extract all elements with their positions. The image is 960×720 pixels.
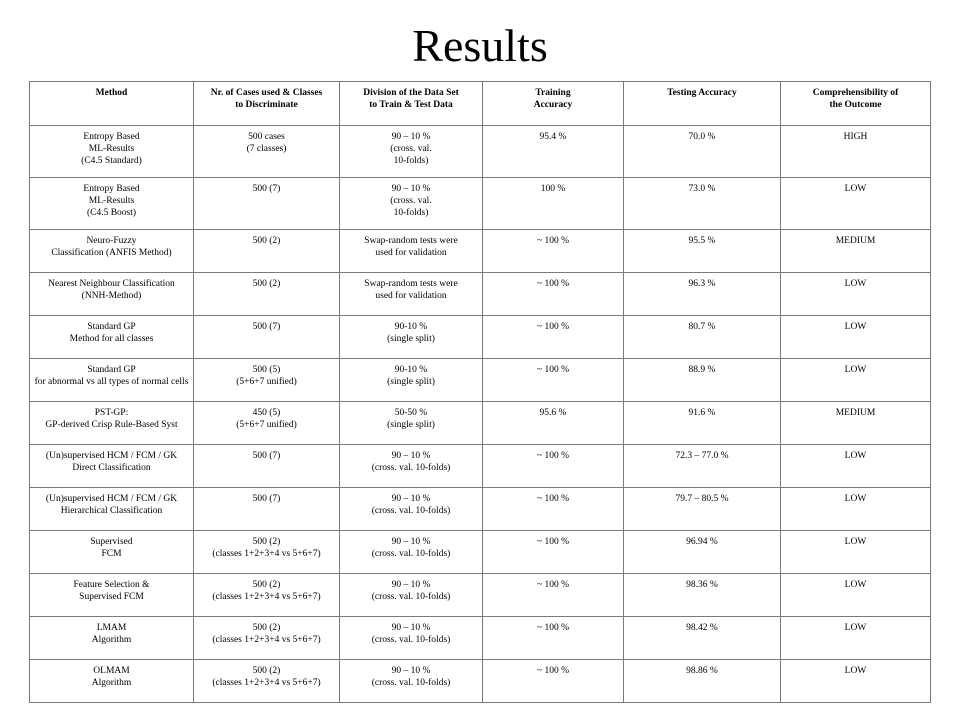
cell-cases: 500 (2) (194, 230, 340, 273)
cell-training: 95.6 % (483, 402, 624, 445)
table-row (30, 230, 931, 273)
cell-cases: 500 (7) (194, 316, 340, 359)
cell-method: (Un)supervised HCM / FCM / GK Direct Classification (30, 445, 194, 488)
cell-division: 90-10 % (single split) (340, 316, 483, 359)
cell-method: Standard GP Method for all classes (30, 316, 194, 359)
header-data-division: Division of the Data Set to Train & Test Data (340, 82, 483, 126)
cell-comprehensibility: LOW (781, 617, 931, 660)
cell-division: 50-50 % (single split) (340, 402, 483, 445)
table-row (30, 445, 931, 488)
cell-cases: 500 cases (7 classes) (194, 126, 340, 178)
cell-division: 90 – 10 % (cross. val. 10-folds) (340, 617, 483, 660)
header-method: Method (30, 82, 194, 126)
cell-method: LMAM Algorithm (30, 617, 194, 660)
header-training-accuracy: Training Accuracy (483, 82, 624, 126)
cell-comprehensibility: LOW (781, 488, 931, 531)
cell-training: ~ 100 % (483, 531, 624, 574)
cell-cases: 500 (2) (classes 1+2+3+4 vs 5+6+7) (194, 574, 340, 617)
cell-method: Standard GP for abnormal vs all types of normal cells (30, 359, 194, 402)
cell-division: 90 – 10 % (cross. val. 10-folds) (340, 660, 483, 703)
cell-method: (Un)supervised HCM / FCM / GK Hierarchical Classification (30, 488, 194, 531)
cell-method: Neuro-Fuzzy Classification (ANFIS Method) (30, 230, 194, 273)
cell-comprehensibility: LOW (781, 574, 931, 617)
cell-cases: 450 (5) (5+6+7 unified) (194, 402, 340, 445)
cell-training: ~ 100 % (483, 660, 624, 703)
cell-testing: 72.3 – 77.0 % (624, 445, 781, 488)
cell-testing: 95.5 % (624, 230, 781, 273)
cell-method: Feature Selection & Supervised FCM (30, 574, 194, 617)
cell-comprehensibility: LOW (781, 660, 931, 703)
table-row (30, 402, 931, 445)
table-row (30, 617, 931, 660)
cell-division: 90 – 10 % (cross. val. 10-folds) (340, 488, 483, 531)
cell-training: ~ 100 % (483, 230, 624, 273)
cell-training: 100 % (483, 178, 624, 230)
cell-division: Swap-random tests were used for validation (340, 230, 483, 273)
cell-method: PST-GP: GP-derived Crisp Rule-Based Syst (30, 402, 194, 445)
cell-comprehensibility: MEDIUM (781, 230, 931, 273)
table-row (30, 178, 931, 230)
cell-comprehensibility: MEDIUM (781, 402, 931, 445)
cell-method: Entropy Based ML-Results (C4.5 Boost) (30, 178, 194, 230)
table-header-row (30, 82, 931, 126)
table-row (30, 488, 931, 531)
cell-testing: 91.6 % (624, 402, 781, 445)
table-row (30, 316, 931, 359)
cell-testing: 98.86 % (624, 660, 781, 703)
cell-cases: 500 (2) (194, 273, 340, 316)
cell-division: 90 – 10 % (cross. val. 10-folds) (340, 178, 483, 230)
table-row (30, 273, 931, 316)
cell-testing: 98.42 % (624, 617, 781, 660)
cell-division: 90-10 % (single split) (340, 359, 483, 402)
cell-comprehensibility: LOW (781, 178, 931, 230)
header-comprehensibility: Comprehensibility of the Outcome (781, 82, 931, 126)
cell-division: Swap-random tests were used for validation (340, 273, 483, 316)
page-title: Results (412, 20, 548, 71)
table-row (30, 359, 931, 402)
cell-testing: 79.7 – 80.5 % (624, 488, 781, 531)
cell-training: ~ 100 % (483, 617, 624, 660)
cell-testing: 96.94 % (624, 531, 781, 574)
cell-comprehensibility: LOW (781, 531, 931, 574)
cell-comprehensibility: HIGH (781, 126, 931, 178)
cell-comprehensibility: LOW (781, 273, 931, 316)
table-row (30, 531, 931, 574)
cell-comprehensibility: LOW (781, 359, 931, 402)
cell-cases: 500 (2) (classes 1+2+3+4 vs 5+6+7) (194, 531, 340, 574)
table-row (30, 574, 931, 617)
cell-testing: 80.7 % (624, 316, 781, 359)
table-row (30, 126, 931, 178)
cell-testing: 88.9 % (624, 359, 781, 402)
cell-comprehensibility: LOW (781, 445, 931, 488)
cell-cases: 500 (2) (classes 1+2+3+4 vs 5+6+7) (194, 660, 340, 703)
table-row (30, 660, 931, 703)
cell-training: ~ 100 % (483, 445, 624, 488)
cell-division: 90 – 10 % (cross. val. 10-folds) (340, 445, 483, 488)
cell-testing: 96.3 % (624, 273, 781, 316)
cell-cases: 500 (7) (194, 445, 340, 488)
cell-method: Nearest Neighbour Classification (NNH-Method) (30, 273, 194, 316)
cell-testing: 98.36 % (624, 574, 781, 617)
cell-training: 95.4 % (483, 126, 624, 178)
cell-division: 90 – 10 % (cross. val. 10-folds) (340, 574, 483, 617)
results-table (29, 81, 931, 703)
cell-method: Entropy Based ML-Results (C4.5 Standard) (30, 126, 194, 178)
cell-cases: 500 (7) (194, 178, 340, 230)
cell-division: 90 – 10 % (cross. val. 10-folds) (340, 531, 483, 574)
cell-testing: 70.0 % (624, 126, 781, 178)
header-cases-classes: Nr. of Cases used & Classes to Discriminate (194, 82, 340, 126)
cell-training: ~ 100 % (483, 574, 624, 617)
cell-testing: 73.0 % (624, 178, 781, 230)
cell-cases: 500 (2) (classes 1+2+3+4 vs 5+6+7) (194, 617, 340, 660)
cell-training: ~ 100 % (483, 488, 624, 531)
cell-cases: 500 (5) (5+6+7 unified) (194, 359, 340, 402)
cell-division: 90 – 10 % (cross. val. 10-folds) (340, 126, 483, 178)
cell-training: ~ 100 % (483, 316, 624, 359)
header-testing-accuracy: Testing Accuracy (624, 82, 781, 126)
cell-comprehensibility: LOW (781, 316, 931, 359)
cell-training: ~ 100 % (483, 359, 624, 402)
cell-method: Supervised FCM (30, 531, 194, 574)
cell-cases: 500 (7) (194, 488, 340, 531)
cell-training: ~ 100 % (483, 273, 624, 316)
cell-method: OLMAM Algorithm (30, 660, 194, 703)
